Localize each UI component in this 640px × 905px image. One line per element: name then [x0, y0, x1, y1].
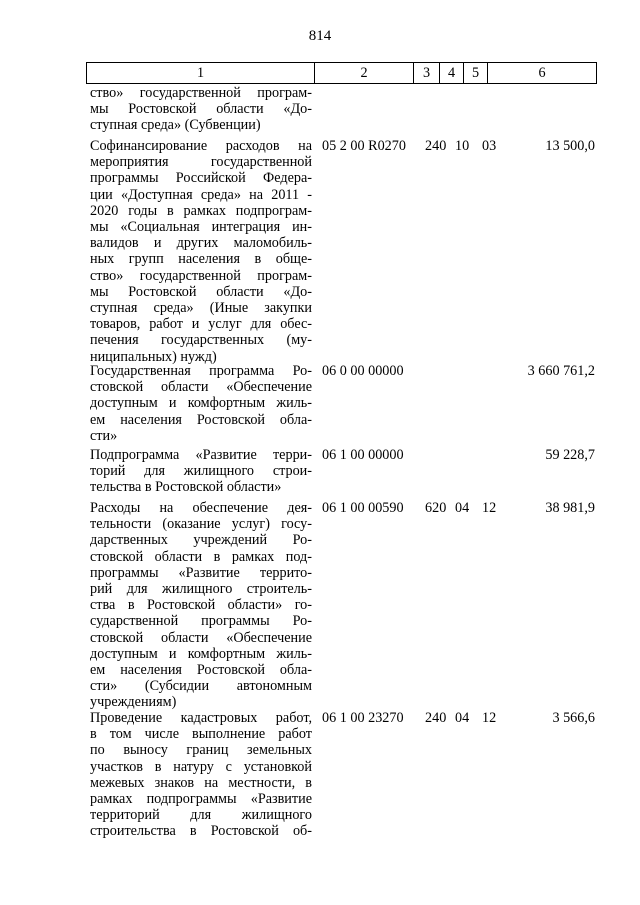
header-col-2: 2: [314, 62, 414, 84]
description-line: валидов и других маломобиль-: [90, 235, 312, 252]
description-line: Проведение кадастровых работ,: [90, 710, 312, 726]
row-section: 04: [455, 710, 470, 726]
row-description: [90, 500, 312, 711]
row-amount: 59 228,7: [545, 447, 595, 463]
description-line: мероприятия государственной: [90, 154, 312, 171]
row-description: [90, 138, 312, 365]
description-line: в том числе выполнение работ: [90, 726, 312, 743]
description-line: Государственная программа Ро-: [90, 363, 312, 379]
description-line: программы «Развитие террито-: [90, 564, 312, 581]
description-line: Подпрограмма «Развитие терри-: [90, 447, 312, 463]
row-subsection: 12: [482, 710, 497, 726]
row-code: 06 1 00 00590: [322, 500, 404, 516]
description-line: территорий для жилищного: [90, 807, 312, 824]
row-amount: 3 660 761,2: [527, 363, 595, 379]
description-line: ции «Доступная среда» на 2011 -: [90, 186, 312, 203]
row-description: [90, 710, 312, 840]
header-col-4: 4: [439, 62, 464, 84]
description-line: стовской области «Обеспечение: [90, 379, 312, 396]
description-line: участков в натуру с установкой: [90, 758, 312, 775]
header-col-3: 3: [413, 62, 440, 84]
row-amount: 13 500,0: [545, 138, 595, 154]
row-expense-type: 620: [425, 500, 447, 516]
description-line: мы Ростовской области «До-: [90, 101, 312, 118]
description-line: доступным и комфортным жиль-: [90, 645, 312, 662]
table-header: [86, 62, 597, 84]
description-line: ем населения Ростовской обла-: [90, 411, 312, 428]
row-amount: 38 981,9: [545, 500, 595, 516]
row-subsection: 12: [482, 500, 497, 516]
description-line: стовской области в рамках под-: [90, 548, 312, 565]
row-expense-type: 240: [425, 138, 447, 154]
description-line: мы «Социальная интеграция ин-: [90, 219, 312, 236]
description-line: рамках подпрограммы «Развитие: [90, 791, 312, 808]
description-line: товаров, работ и услуг для обес-: [90, 316, 312, 333]
header-col-6: 6: [487, 62, 597, 84]
row-code: 06 1 00 23270: [322, 710, 404, 726]
description-line: учреждениям): [90, 694, 177, 711]
row-description: [90, 363, 312, 444]
header-col-5: 5: [463, 62, 488, 84]
row-expense-type: 240: [425, 710, 447, 726]
row-code: 05 2 00 R0270: [322, 138, 406, 154]
description-line: сти»: [90, 427, 118, 444]
row-section: 10: [455, 138, 470, 154]
description-line: торий для жилищного строи-: [90, 463, 312, 480]
page-number: 814: [308, 28, 332, 44]
row-subsection: 03: [482, 138, 497, 154]
row-description: [90, 447, 312, 496]
description-line: программы Российской Федера-: [90, 170, 312, 187]
description-line: сти» (Субсидии автономным: [90, 678, 312, 695]
description-line: мы Ростовской области «До-: [90, 283, 312, 300]
row-amount: 3 566,6: [552, 710, 595, 726]
description-line: печения государственных (му-: [90, 332, 312, 349]
description-line: по выносу границ земельных: [90, 742, 312, 759]
row-code: 06 1 00 00000: [322, 447, 404, 463]
description-line: Софинансирование расходов на: [90, 138, 312, 154]
description-line: ступная среда» (Иные закупки: [90, 300, 312, 317]
description-line: ных групп населения в обще-: [90, 251, 312, 268]
description-line: ниципальных) нужд): [90, 348, 217, 365]
description-line: рий для жилищного строитель-: [90, 581, 312, 598]
description-line: ство» государственной програм-: [90, 267, 312, 284]
description-line: доступным и комфортным жиль-: [90, 395, 312, 412]
description-line: ство» государственной програм-: [90, 85, 312, 101]
row-section: 04: [455, 500, 470, 516]
row-description: [90, 85, 312, 134]
row-code: 06 0 00 00000: [322, 363, 404, 379]
description-line: сударственной программы Ро-: [90, 613, 312, 630]
description-line: дарственных учреждений Ро-: [90, 532, 312, 549]
description-line: межевых знаков на местности, в: [90, 774, 312, 791]
description-line: строительства в Ростовской об-: [90, 823, 312, 840]
description-line: тельности (оказание услуг) госу-: [90, 516, 312, 533]
description-line: ем населения Ростовской обла-: [90, 662, 312, 679]
header-col-1: 1: [86, 62, 315, 84]
description-line: 2020 годы в рамках подпрограм-: [90, 202, 312, 219]
description-line: стовской области «Обеспечение: [90, 629, 312, 646]
description-line: ства в Ростовской области» го-: [90, 597, 312, 614]
description-line: Расходы на обеспечение дея-: [90, 500, 312, 516]
description-line: ступная среда» (Субвенции): [90, 117, 261, 134]
description-line: тельства в Ростовской области»: [90, 479, 282, 496]
